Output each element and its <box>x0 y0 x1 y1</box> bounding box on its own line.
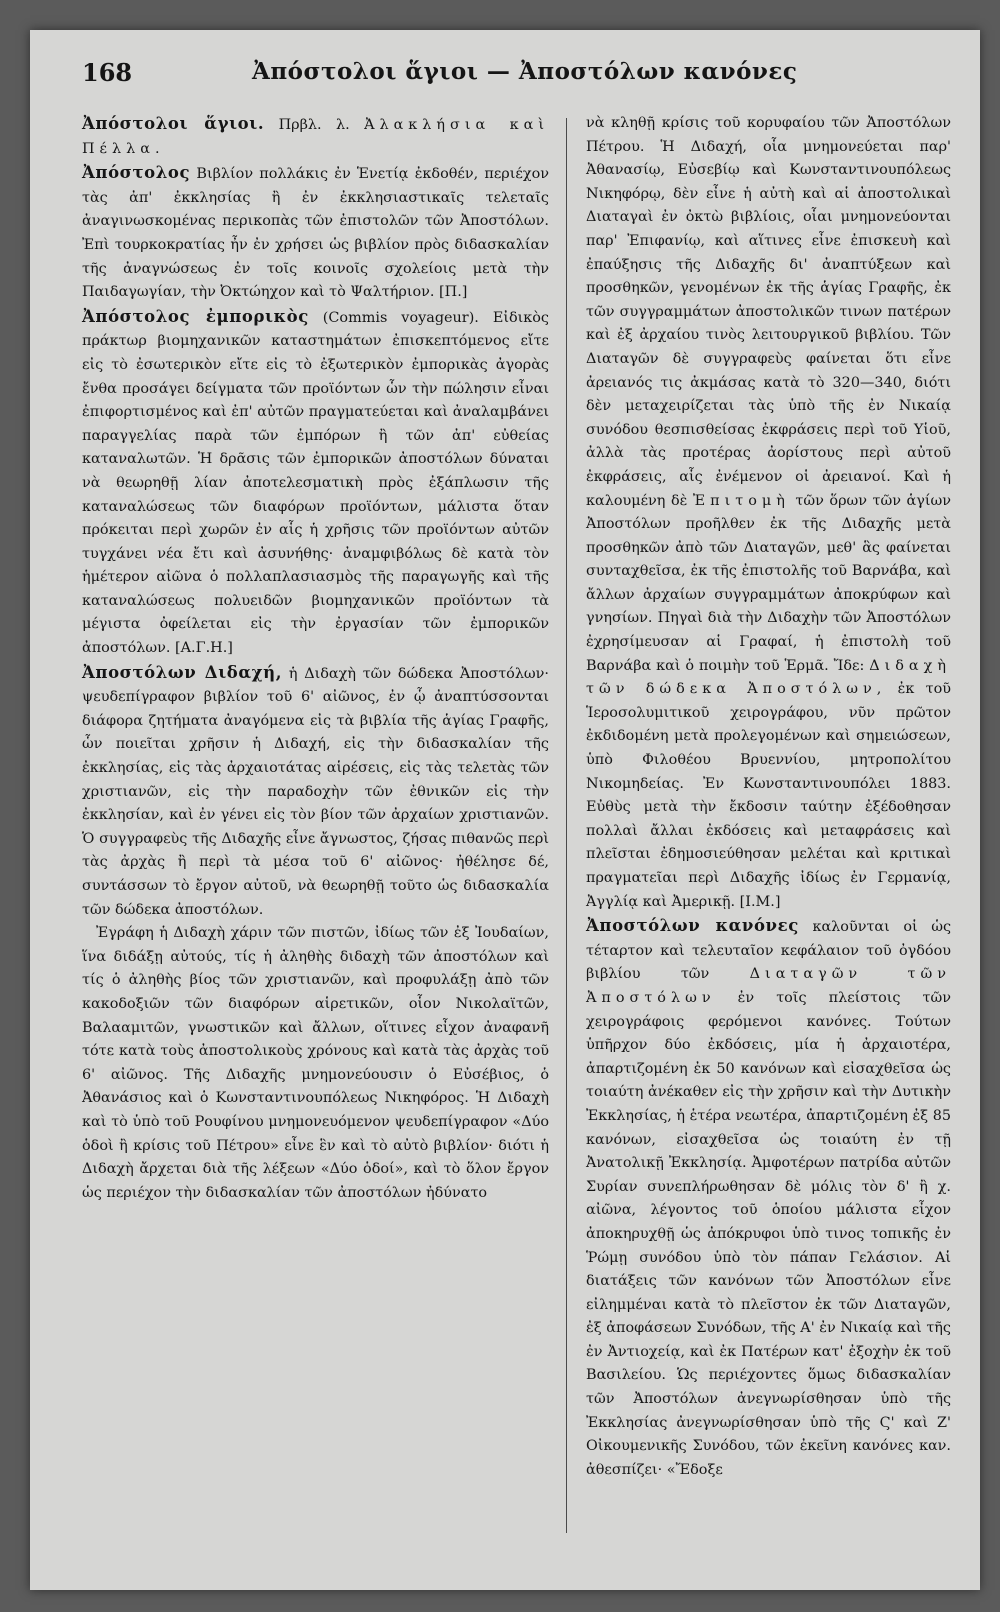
entry-lemma: Ἀπόστολος ἐμπορικὸς <box>82 306 309 326</box>
entry-text: τῶν ὅρων τῶν ἁγίων Ἀποστόλων προῆλθεν ἐκ τῆς Διδαχῆς μετὰ προσθηκῶν ἀπὸ τῶν Διαταγῶν, μεθ' ἃς φαίνεται συνταχθεῖσα, ἐκ τῆς ἐπιστολῆς τοῦ Βαρνάβα, καὶ ἄλλων ἀρχαίων συγγραμμάτων ἀποκρύφων καὶ γνησίων. Πηγαὶ διὰ τὴν Διδαχὴν τῶν Ἀποστόλων ἐχρησίμευσαν αἱ Γραφαί, ἡ ἐπιστολὴ τοῦ Βαρνάβα καὶ ὁ ποιμὴν τοῦ Ἑρμᾶ. Ἴδε: <box>586 492 951 674</box>
entry-text: ἡ Διδαχὴ τῶν δώδεκα Ἀποστόλων· ψευδεπίγραφον βιβλίον τοῦ 6' αἰῶνος, ἐν ᾧ ἀναπτύσσονται διάφορα ζητήματα ἀναγόμενα εἰς τὰ βιβλία τῆς ἁγίας Γραφῆς, ὧν ποιεῖται χρῆσιν ἡ Διδαχή, εἰς τὴν διδασκαλίαν τῆς ἐκκλησίας, εἰς τὰς ἀρχαιοτάτας αἱρέσεις, εἰς τὰς τελετὰς τῶν χριστιανῶν, εἰς τὴν παραδοχὴν τῶν ἐθνικῶν εἰς τὴν ἐκκλησίαν, καὶ ἐν γένει εἰς τὸν βίον τῶν ἀρχαίων χριστιανῶν. Ὁ συγγραφεὺς τῆς Διδαχῆς εἶνε ἄγνωστος, ζήσας πιθανῶς περὶ τὰς ἀρχὰς ἢ περὶ τὰ μέσα τοῦ 6' αἰῶνος· ἠθέλησε δέ, συντάσσων τὸ ἔργον αὐτοῦ, νὰ θεωρηθῇ τοῦτο ὡς διδασκαλία τῶν δώδεκα ἀποστόλων. <box>82 665 549 918</box>
entry-spaced-text: Ἀλακλήσια καὶ Πέλλα <box>82 117 549 157</box>
entry-lemma: Ἀπόστολοι ἅγιοι. <box>82 114 265 133</box>
entry-spaced-text: Ἐπιτομὴ <box>692 492 790 509</box>
entry-text: Πρβλ. λ. <box>264 117 365 133</box>
entry-paragraph: Ἐγράφη ἡ Διδαχὴ χάριν τῶν πιστῶν, ἰδίως τῶν ἐξ Ἰουδαίων, ἵνα διδάξῃ αὐτούς, τίς ἡ ἀληθὴς διδαχὴ τῶν ἀποστόλων καὶ τίς ὁ ἀληθὴς βίος τῶν χριστιανῶν, καὶ προφυλάξῃ ἀπὸ τῶν κακοδοξιῶν τῶν διαφόρων αἱρετικῶν, οἷον Νικολαϊτῶν, Βαλααμιτῶν, γνωστικῶν καὶ ἄλλων, οἵτινες εἶχον ἀναφανῆ τότε κατὰ τοὺς ἀποστολικοὺς χρόνους καὶ κατὰ τὰς ἀρχὰς τοῦ 6' αἰῶνος. Τῆς Διδαχῆς μνημονεύουσιν ὁ Εὐσέβιος, ὁ Ἀθανάσιος καὶ ὁ Κωνσταντινουπόλεως Νικηφόρος. Ἡ Διδαχὴ καὶ τὸ ὑπὸ τοῦ Ρουφίνου μνημονευόμενον ψευδεπίγραφον «Δύο ὁδοὶ ἢ κρίσις τοῦ Πέτρου» εἶνε ἓν καὶ τὸ αὐτὸ βιβλίον· διότι ἡ Διδαχὴ ἄρχεται διὰ τῆς λέξεων «Δύο ὁδοί», καὶ τὸ ὅλον ἔργον ὡς περιέχον τὴν διδασκαλίαν τῶν ἀποστόλων ἠδύνατο <box>82 925 549 1201</box>
entry-lemma: Ἀποστόλων κανόνες <box>586 916 799 936</box>
entry-apostolon-kanones <box>586 914 951 1482</box>
entry-text: Βιβλίον πολλάκις ἐν Ἑνετίᾳ ἐκδοθέν, περιέχον τὰς ἀπ' ἐκκλησίας ἢ ἐν ἐκκλησιαστικαῖς τελεταῖς ἀναγινωσκομένας περικοπὰς τῶν ἐπιστολῶν τῶν Ἀποστόλων. Ἐπὶ τουρκοκρατίας ἦν ἐν χρήσει ὡς βιβλίον πρὸς διδασκαλίαν τῆς ἀναγνώσεως ἐν τοῖς κοινοῖς σχολείοις μετὰ τὴν Παιδαγωγίαν, τὴν Ὀκτώηχον καὶ τὸ Ψαλτήριον. [Π.] <box>82 166 549 301</box>
running-title: Ἀπόστολοι ἅγιοι — Ἀποστόλων κανόνες <box>252 58 798 85</box>
entry-lemma: Ἀπόστολος <box>82 163 191 183</box>
entry-text: ἐκ τοῦ Ἱεροσολυμιτικοῦ χειρογράφου, νῦν πρῶτον ἐκδιδομένη μετὰ προλεγομένων καὶ σημειώσεων, ὑπὸ Φιλοθέου Βρυεννίου, μητροπολίτου Νικομηδείας. Ἐν Κωνσταντινουπόλει 1883. Εὐθὺς μετὰ τὴν ἔκδοσιν ταύτην ἐξέδοθησαν πολλαὶ ἄλλαι ἐκδόσεις καὶ μεταφράσεις καὶ πλεῖσται ἐδημοσιεύθησαν μελέται καὶ κριτικαὶ πραγματεῖαι περὶ Διδαχῆς ἰδίως ἐν Γερμανίᾳ, Ἀγγλίᾳ καὶ Ἀμερικῇ. [Ι.Μ.] <box>586 681 951 910</box>
entry-continuation <box>586 112 951 914</box>
entry-tail: . <box>154 140 160 157</box>
entry-apostolon-didache <box>82 661 549 923</box>
entry-tail: ἐν τοῖς πλείστοις τῶν χειρογράφοις φερόμενοι κανόνες. Τούτων ὑπῆρχον δύο ἐκδόσεις, μία ἡ ἀρχαιοτέρα, ἀπαρτιζομένη ἐκ 50 κανόνων καὶ εἰσαχθεῖσα ὡς τοιαύτη ἀνέκαθεν εἰς τὴν χρῆσιν καὶ τὴν Δυτικὴν Ἐκκλησίας, ἡ ἑτέρα νεωτέρα, ἀπαρτιζομένη ἐξ 85 κανόνων, εἰσαχθεῖσα ὡς τοιαύτη ἐν τῇ Ἀνατολικῇ Ἐκκλησίᾳ. Ἀμφοτέρων πατρίδα αὐτῶν Συρίαν συνεπλήρωθησαν δὲ μόλις τὸν δ' ἢ χ. αἰῶνα, λέγοντος τοῦ ὁποίου μάλιστα εἶχον ἀποκηρυχθῇ ὡς ἀπόκρυφοι ὑπὸ τινος τοπικῆς ἐν Ῥώμῃ συνόδου ὑπὸ τὸν πάπαν Γελάσιον. Αἱ διατάξεις τῶν κανόνων τῶν Ἀποστόλων εἶνε εἰλημμέναι κατὰ τὸ πλεῖστον ἐκ τῶν Διαταγῶν, ἐξ ἀποφάσεων Συνόδων, τῆς Α' ἐν Νικαίᾳ καὶ τῆς ἐν Ἀντιοχείᾳ, καὶ ἐκ Πατέρων κατ' ἐξοχὴν ἐκ τοῦ Βασιλείου. Ὡς περιέχοντες ὅμως διδασκαλίαν τῶν Ἀποστόλων ἀνεγνωρίσθησαν ὑπὸ τῆς Ἐκκλησίας ἀνεγνωρίσθησαν ὑπὸ τῆς Ϛ' καὶ Ζ' Οἰκουμενικῆς Συνόδου, τῶν ἐκεῖνη κανόνες καν. ἀθεσπίζει· «Ἔδοξε <box>586 989 951 1478</box>
page-header <box>82 58 942 98</box>
entry-text: καλοῦνται οἱ ὡς τέταρτον καὶ τελευταῖον κεφάλαιον τοῦ ὀγδόου βιβλίου τῶν <box>586 919 952 983</box>
book-page <box>30 30 980 1590</box>
entry-spaced-text: Διαταγῶν τῶν Ἀποστόλων <box>586 966 951 1006</box>
entry-apostolos-emporikos <box>82 305 549 661</box>
entry-spaced-text: Διδαχὴ τῶν δώδεκα Ἀποστόλων, <box>586 657 951 698</box>
page-number: 168 <box>82 58 133 87</box>
right-column <box>586 112 951 1482</box>
left-column <box>82 112 549 1205</box>
entry-apostolos <box>82 161 549 305</box>
column-divider <box>566 118 567 1533</box>
entry-apostoloi-agioi <box>82 112 549 161</box>
entry-text: νὰ κληθῇ κρίσις τοῦ κορυφαίου τῶν Ἀποστόλων Πέτρου. Ἡ Διδαχή, οἷα μνημονεύεται παρ' Ἀθανασίῳ, Εὐσεβίῳ καὶ Κωνσταντινουπόλεως Νικηφόρῳ, δὲν εἶνε ἡ αὐτὴ καὶ αἱ ἀποστολικαὶ Διαταγαὶ ἐν ὀκτὼ βιβλίοις, οἷαι μνημονεύονται παρ' Ἐπιφανίῳ, καὶ αἵτινες εἶνε ἐπισκευὴ καὶ ἐπαύξησις τῆς Διδαχῆς δι' ἀναπτύξεων καὶ προσθηκῶν, γενομένων ἐκ τῆς ἁγίας Γραφῆς, ἐκ τῶν συγγραμμάτων ἀποστολικῶν τινων πατέρων καὶ ἐξ ἀρχαίου τινὸς λειτουργικοῦ βιβλίου. Τῶν Διαταγῶν δὲ συγγραφεὺς φαίνεται ὅτι εἶνε ἀρειανός τις ἀκμάσας κατὰ τὸ 320—340, διότι δὲν μεταχειρίζεται τὰς ὑπὸ τῆς ἐν Νικαίᾳ συνόδου θεσπισθείσας ἐκφράσεις περὶ τοῦ Υἱοῦ, ἀλλὰ τὰς προτέρας ἀορίστους περὶ αὐτοῦ ἐκφράσεις, αἷς ἐνέμενον οἱ ἀρειανοί. Καὶ ἡ καλουμένη δὲ <box>586 115 951 509</box>
entry-lemma: Ἀποστόλων Διδαχή, <box>82 662 283 682</box>
entry-text: (Commis voyageur). Εἰδικὸς πράκτωρ βιομηχανικῶν καταστημάτων ἐπισκεπτόμενος εἴτε εἰς τὸ ἐσωτερικὸν εἴτε εἰς τὸ ἐξωτερικὸν ἐμπορικὰς ἀγορὰς ἔνθα προσάγει δείγματα τῶν προϊόντων ὧν τὴν πώλησιν εἶναι ἐπιφορτισμένος καὶ ἐπ' αὐτῶν πραγματεύεται καὶ ἀναλαμβάνει παραγγελίας παρὰ τῶν ἐμπόρων ἢ τῶν ἀπ' εὐθείας καταναλωτῶν. Ἡ δρᾶσις τῶν ἐμπορικῶν ἀποστόλων δύναται νὰ θεωρηθῇ λίαν ἀποτελεσματικὴ πρὸς ἐξάπλωσιν τῆς καταναλώσεως τῶν διαφόρων προϊόντων, μάλιστα ὅταν πρόκειται περὶ χωρῶν ἐν αἷς ἡ χρῆσις τῶν προϊόντων αὐτῶν τυγχάνει νέα ἔτι καὶ ἀσυνήθης· ἀναμφιβόλως δὲ κατὰ τὸν ἡμέτερον αἰῶνα ὁ πολλαπλασιασμὸς τῆς παραγωγῆς καὶ τῆς καταναλώσεως πολυειδῶν βιομηχανικῶν προϊόντων τὰ μέγιστα ὀφείλεται εἰς τὴν ἐργασίαν τῶν ἐμπορικῶν ἀποστόλων. [Α.Γ.Η.] <box>82 309 549 657</box>
